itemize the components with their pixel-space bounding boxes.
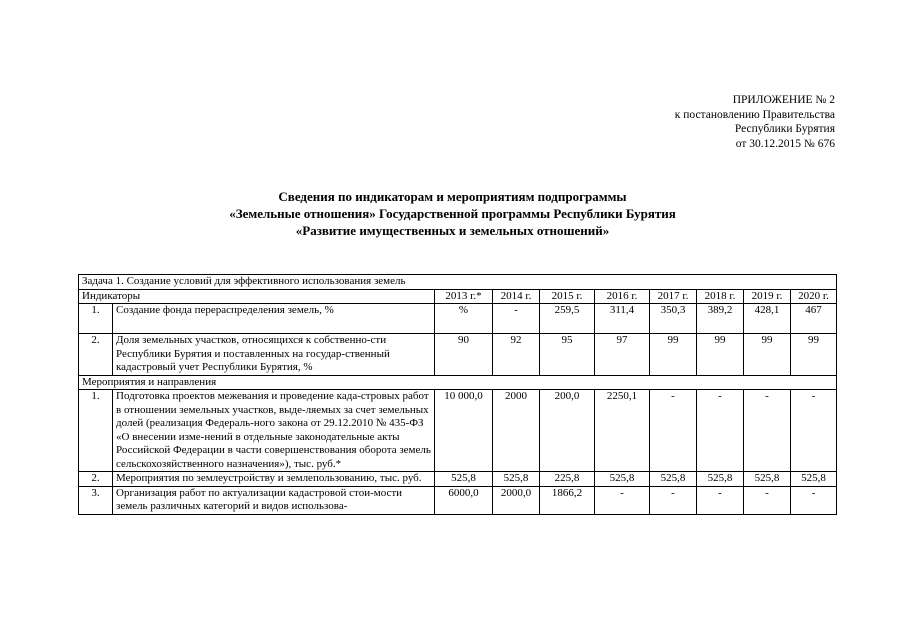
measure-row bbox=[79, 390, 837, 472]
appendix-line-4: от 30.12.2015 № 676 bbox=[735, 137, 835, 150]
indicator-text: Создание фонда перераспределения земель, % bbox=[113, 304, 435, 334]
value-cell: 428,1 bbox=[744, 304, 791, 334]
row-number: 1. bbox=[79, 390, 113, 472]
value-cell: 10 000,0 bbox=[435, 390, 493, 472]
appendix-line-1: ПРИЛОЖЕНИЕ № 2 bbox=[732, 94, 835, 106]
value-cell: 467 bbox=[791, 304, 837, 334]
value-cell: 99 bbox=[744, 334, 791, 376]
appendix-line-2: к постановлению Правительства bbox=[674, 108, 835, 121]
title-line-1: Сведения по индикаторам и мероприятиям подпрограммы bbox=[278, 189, 627, 204]
value-cell: 525,8 bbox=[493, 472, 540, 487]
year-header: 2013 г.* bbox=[435, 289, 493, 304]
value-cell: 2000,0 bbox=[493, 486, 540, 514]
indicator-row bbox=[79, 334, 837, 376]
indicator-text: Доля земельных участков, относящихся к собственно-сти Республики Бурятия и поставленных на государ-ственный кадастровый учет Республики Бурятия, % bbox=[113, 334, 435, 376]
measure-text: Организация работ по актуализации кадастровой стои-мости земель различных категорий и видов использова- bbox=[113, 486, 435, 514]
value-cell: - bbox=[697, 390, 744, 472]
value-cell: 350,3 bbox=[650, 304, 697, 334]
value-cell: 97 bbox=[595, 334, 650, 376]
year-header: 2014 г. bbox=[493, 289, 540, 304]
value-cell: 200,0 bbox=[540, 390, 595, 472]
value-cell: 525,8 bbox=[744, 472, 791, 487]
indicators-table bbox=[78, 274, 837, 515]
value-cell: 2000 bbox=[493, 390, 540, 472]
title-line-3: «Развитие имущественных и земельных отношений» bbox=[295, 223, 610, 238]
measure-text: Подготовка проектов межевания и проведение када-стровых работ в отношении земельных участков, выде-ляемых за счет земельных долей (реализация Федераль-ного закона от 29.12.2010 № 435-ФЗ «О внесении изме-нений в отдельные законодательные акты Российской Федерации в части совершенствования оборота земель сельскохозяйственного назначения»), тыс. руб.* bbox=[113, 390, 435, 472]
measure-row bbox=[79, 472, 837, 487]
value-cell: - bbox=[493, 304, 540, 334]
year-header: 2020 г. bbox=[791, 289, 837, 304]
value-cell: - bbox=[595, 486, 650, 514]
value-cell: 99 bbox=[791, 334, 837, 376]
value-cell: % bbox=[435, 304, 493, 334]
value-cell: 2250,1 bbox=[595, 390, 650, 472]
value-cell: 525,8 bbox=[435, 472, 493, 487]
value-cell: - bbox=[744, 390, 791, 472]
year-header: 2015 г. bbox=[540, 289, 595, 304]
year-header: 2016 г. bbox=[595, 289, 650, 304]
row-number: 2. bbox=[79, 334, 113, 376]
value-cell: 389,2 bbox=[697, 304, 744, 334]
value-cell: - bbox=[744, 486, 791, 514]
value-cell: 525,8 bbox=[595, 472, 650, 487]
value-cell: 525,8 bbox=[791, 472, 837, 487]
row-number: 1. bbox=[79, 304, 113, 334]
years-header-row bbox=[79, 289, 837, 304]
measure-text: Мероприятия по землеустройству и землепользованию, тыс. руб. bbox=[113, 472, 435, 487]
measures-label: Мероприятия и направления bbox=[79, 375, 837, 390]
indicators-label: Индикаторы bbox=[79, 289, 435, 304]
value-cell: 225,8 bbox=[540, 472, 595, 487]
document-title bbox=[0, 188, 905, 239]
measure-row bbox=[79, 486, 837, 514]
value-cell: 95 bbox=[540, 334, 595, 376]
task-header: Задача 1. Создание условий для эффективного использования земель bbox=[79, 275, 837, 290]
value-cell: 525,8 bbox=[650, 472, 697, 487]
value-cell: 525,8 bbox=[697, 472, 744, 487]
value-cell: - bbox=[697, 486, 744, 514]
value-cell: - bbox=[791, 486, 837, 514]
value-cell: 90 bbox=[435, 334, 493, 376]
value-cell: 1866,2 bbox=[540, 486, 595, 514]
measures-header-row bbox=[79, 375, 837, 390]
value-cell: - bbox=[791, 390, 837, 472]
indicator-row bbox=[79, 304, 837, 334]
row-number: 3. bbox=[79, 486, 113, 514]
year-header: 2017 г. bbox=[650, 289, 697, 304]
value-cell: 99 bbox=[697, 334, 744, 376]
row-number: 2. bbox=[79, 472, 113, 487]
value-cell: 259,5 bbox=[540, 304, 595, 334]
value-cell: 92 bbox=[493, 334, 540, 376]
year-header: 2018 г. bbox=[697, 289, 744, 304]
value-cell: 99 bbox=[650, 334, 697, 376]
value-cell: 311,4 bbox=[595, 304, 650, 334]
value-cell: - bbox=[650, 486, 697, 514]
appendix-block bbox=[575, 93, 835, 151]
appendix-line-3: Республики Бурятия bbox=[734, 123, 835, 135]
task-header-row bbox=[79, 275, 837, 290]
value-cell: - bbox=[650, 390, 697, 472]
value-cell: 6000,0 bbox=[435, 486, 493, 514]
year-header: 2019 г. bbox=[744, 289, 791, 304]
title-line-2: «Земельные отношения» Государственной программы Республики Бурятия bbox=[229, 206, 676, 221]
